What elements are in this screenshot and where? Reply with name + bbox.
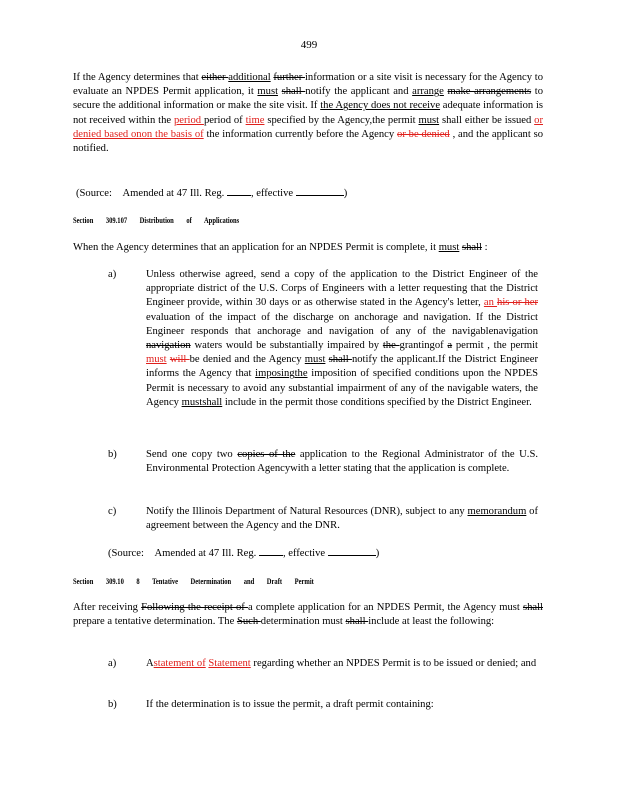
determination-item-b bbox=[108, 698, 538, 712]
determination-a-label: a) bbox=[108, 658, 117, 669]
item_a-run-5: waters would be substantially impaired by bbox=[190, 340, 383, 352]
item_c-run-0: Notify the Illinois Department of Natural Resources (DNR), subject to any bbox=[146, 506, 468, 517]
para1-run-21: shall either be issued bbox=[439, 114, 535, 126]
item_a-run-17: notify the applicant.If the District Engineer informs the Agency that bbox=[146, 354, 538, 380]
item_a-run-7: grantingof bbox=[399, 340, 448, 352]
determination-item-a bbox=[108, 657, 538, 671]
item_a-run-4: navigation bbox=[146, 340, 191, 352]
item-a-label: a) bbox=[108, 269, 117, 280]
source-amended-2: Amended at 47 Ill. Reg. bbox=[154, 548, 257, 559]
item_a-run-6: the bbox=[382, 340, 400, 352]
source-label-2: (Source: bbox=[108, 548, 144, 559]
item_a-run-1: an bbox=[483, 297, 498, 309]
list_b-run-0: If the determination is to issue the permit, a draft permit containing: bbox=[146, 699, 434, 710]
para3-run-4: prepare a tentative determination. The bbox=[73, 616, 237, 628]
para1-run-8: shall bbox=[281, 86, 306, 98]
para1-run-15: adequate information is not received within the bbox=[73, 100, 544, 126]
source-register-blank-2 bbox=[259, 545, 283, 556]
paragraph-distribution-intro bbox=[73, 241, 543, 255]
para1-run-18: time bbox=[245, 114, 265, 126]
para2-run-1: must bbox=[438, 242, 460, 253]
section-heading-309-107: Section 309.107 Distribution of Applications bbox=[73, 216, 240, 225]
page-number: 499 bbox=[300, 39, 318, 51]
list-item-b-regional-administrator bbox=[108, 448, 538, 476]
para1-run-1: either bbox=[201, 72, 229, 83]
para3-run-0: After receiving bbox=[73, 602, 142, 613]
source-close-2: ) bbox=[375, 548, 380, 559]
para1-run-12: make arrangements bbox=[447, 86, 532, 98]
list_a-run-0: A bbox=[146, 658, 154, 669]
para1-run-25: , and the applicant so notified. bbox=[73, 128, 544, 155]
item-a-text bbox=[146, 268, 538, 410]
para1-run-14: the Agency does not receive bbox=[320, 100, 441, 112]
item_c-run-1: memorandum bbox=[467, 506, 527, 517]
para3-run-3: shall bbox=[522, 602, 543, 613]
para1-run-4: further bbox=[273, 72, 305, 83]
item_a-run-16: shall bbox=[328, 354, 352, 366]
item-b-label: b) bbox=[108, 449, 117, 460]
source-amended: Amended at 47 Ill. Reg. bbox=[122, 188, 225, 199]
list_a-run-3: Statement bbox=[208, 658, 251, 669]
para2-run-3: shall bbox=[461, 242, 482, 253]
para3-run-7: shall bbox=[345, 616, 369, 628]
determination-b-label: b) bbox=[108, 699, 117, 710]
list-item-c-notify-dnr bbox=[108, 505, 538, 533]
para1-run-16: period bbox=[173, 114, 204, 126]
list_a-run-1: statement of bbox=[153, 658, 206, 669]
item_a-run-13: be denied and the Agency bbox=[189, 354, 305, 366]
source-effective-blank-2 bbox=[328, 545, 376, 556]
para3-run-2: a complete application for an NPDES Permit, the Agency must bbox=[247, 602, 523, 613]
para3-run-8: include at least the following: bbox=[368, 616, 495, 628]
source-register-blank bbox=[227, 185, 251, 196]
item_a-run-20: mustshall bbox=[181, 396, 223, 408]
list-item-a-district-engineer bbox=[108, 268, 538, 410]
item_a-run-10: must bbox=[146, 354, 167, 366]
source-close: ) bbox=[343, 188, 348, 199]
item_b-run-0: Send one copy two bbox=[146, 449, 238, 460]
para1-run-13: to secure the additional information or make the site visit. If bbox=[73, 86, 543, 112]
item_a-run-19: imposition of specified conditions upon the NPDES Permit is necessary to avoid any substantial impairment of any of the navigable waters, the Agency bbox=[146, 368, 538, 408]
determination-b-text bbox=[146, 698, 538, 712]
paragraph-tentative-determination bbox=[73, 601, 543, 629]
item-b-text bbox=[146, 448, 538, 476]
para1-run-2: additional bbox=[228, 72, 271, 83]
para1-run-24: or be denied bbox=[397, 128, 450, 140]
item_c-run-2: of agreement between the Agency and the DNR. bbox=[146, 506, 538, 532]
para1-run-19: specified by the Agency,the permit bbox=[264, 114, 419, 126]
source-effective: effective bbox=[256, 188, 294, 199]
item_a-run-14: must bbox=[304, 354, 326, 366]
para1-run-10: arrange bbox=[412, 86, 444, 98]
item_a-run-2: his or her bbox=[497, 297, 538, 309]
para1-run-6: must bbox=[257, 86, 279, 98]
para2-run-0: When the Agency determines that an application for an NPDES Permit is complete, it bbox=[73, 242, 439, 253]
source-label: (Source: bbox=[76, 188, 112, 199]
item_a-run-3: evaluation of the impact of the discharge on anchorage and navigation. If the District Engineer responds that anchorage and navigation of any of the navigablenavigation bbox=[146, 311, 538, 337]
source-effective-2: effective bbox=[288, 548, 326, 559]
para1-run-17: period of bbox=[203, 114, 246, 126]
determination-a-text bbox=[146, 657, 538, 671]
source-effective-blank bbox=[296, 185, 344, 196]
para3-run-6: determination must bbox=[260, 616, 346, 628]
item-c-label: c) bbox=[108, 506, 117, 517]
source-note-2: (Source: Amended at 47 Ill. Reg. , effective ) bbox=[108, 545, 379, 561]
paragraph-additional-information bbox=[73, 71, 543, 156]
list_a-run-4: regarding whether an NPDES Permit is to be issued or denied; and bbox=[250, 658, 537, 669]
para1-run-22: or denied based onon the basis of bbox=[73, 114, 543, 140]
source-note: (Source: Amended at 47 Ill. Reg. , effective ) bbox=[76, 185, 347, 201]
item_a-run-21: include in the permit those conditions specified by the District Engineer. bbox=[222, 396, 532, 408]
para3-run-1: Following the receipt of bbox=[141, 602, 248, 613]
item_a-run-8: a bbox=[447, 340, 453, 352]
item_a-run-18: imposingthe bbox=[255, 368, 308, 380]
item_a-run-9: permit , the permit bbox=[452, 340, 538, 352]
para1-run-23: the information currently before the Agency bbox=[203, 128, 398, 140]
item_b-run-1: copies of the bbox=[237, 449, 296, 460]
para1-run-20: must bbox=[418, 114, 440, 126]
para3-run-5: Such bbox=[236, 616, 261, 628]
item-c-text bbox=[146, 505, 538, 533]
para1-run-5: information or a site visit is necessary for the Agency to evaluate an NPDES Permit application, it bbox=[73, 72, 543, 98]
para1-run-0: If the Agency determines that bbox=[73, 72, 202, 83]
item_a-run-12: will bbox=[169, 354, 190, 366]
item_a-run-0: Unless otherwise agreed, send a copy of the application to the District Engineer of the appropriate district of the U.S. Corps of Engineers with a letter requesting that the District Engineer provide, within 30 days or as otherwise stated in the Agency's letter, bbox=[146, 269, 538, 309]
item_b-run-2: application to the Regional Administrator of the U.S. Environmental Protection Agencywith a letter stating that the application is complete. bbox=[146, 449, 539, 475]
para1-run-9: notify the applicant and bbox=[305, 86, 413, 98]
section-heading-309-108: Section 309.10 8 Tentative Determination and Draft Permit bbox=[73, 577, 314, 586]
para2-run-4: : bbox=[481, 242, 488, 253]
